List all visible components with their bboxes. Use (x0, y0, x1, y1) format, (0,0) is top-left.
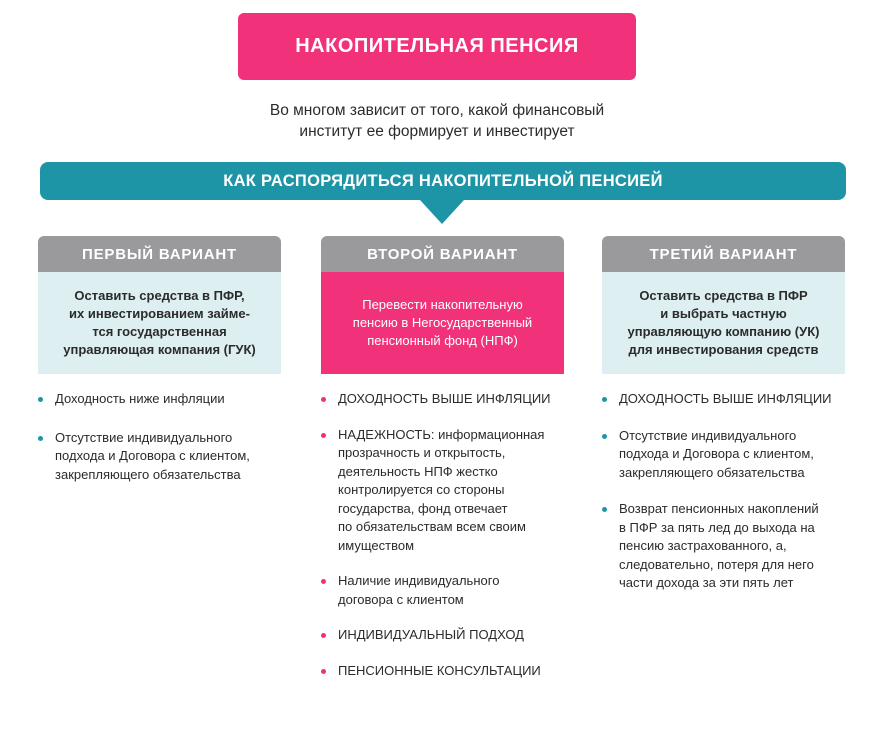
second-option-bullet-list (321, 390, 564, 680)
list-item (321, 572, 564, 609)
description-line: Оставить средства в ПФР (639, 288, 808, 303)
list-item-line: имуществом (338, 537, 415, 553)
list-item-line: Возврат пенсионных накоплений (619, 501, 819, 516)
list-item-line: Отсутствие индивидуального (619, 427, 797, 443)
subtitle (200, 100, 674, 142)
bullet-dot-icon (38, 397, 43, 402)
third-option-bullet-list (602, 390, 845, 593)
description-line: их инвестированием займе- (69, 306, 250, 321)
list-item-line: подхода и Договора с клиентом, (55, 448, 250, 463)
list-item-line: ДОХОДНОСТЬ ВЫШЕ ИНФЛЯЦИИ (619, 391, 832, 406)
down-arrow-icon (420, 200, 464, 224)
list-item-line: по обязательствам всем своим (338, 519, 526, 534)
list-item (321, 390, 564, 409)
description-line: управляющую компанию (УК) (627, 324, 820, 339)
list-item-line: подхода и Договора с клиентом, (619, 446, 814, 461)
description-line: Оставить средства в ПФР, (74, 288, 245, 303)
list-item-line: договора с клиентом (338, 591, 464, 607)
bullet-dot-icon (321, 669, 326, 674)
list-item (602, 500, 845, 593)
list-item-line: ПЕНСИОННЫЕ КОНСУЛЬТАЦИИ (338, 662, 541, 678)
list-item-line: закрепляющего обязательства (55, 466, 241, 482)
description-line: Перевести накопительную (362, 297, 523, 312)
list-item-line: в ПФР за пять лед до выхода на (619, 519, 815, 535)
list-item-line: следовательно, потеря для него (619, 556, 814, 572)
third-option-heading: ТРЕТИЙ ВАРИАНТ (602, 236, 845, 272)
list-item-line: контролируется со стороны (338, 482, 505, 497)
list-item-line: прозрачность и открытость, (338, 445, 506, 460)
second-option-column (321, 236, 564, 697)
bullet-dot-icon (38, 436, 43, 441)
list-item (321, 662, 564, 681)
list-item-line: деятельность НПФ жестко (338, 463, 498, 479)
first-option-bullet-list (38, 390, 281, 484)
list-item-line: государства, фонд отвечает (338, 500, 508, 516)
description-line: и выбрать частную (660, 306, 787, 321)
list-item-line: ИНДИВИДУАЛЬНЫЙ ПОДХОД (338, 627, 524, 642)
bullet-dot-icon (321, 397, 326, 402)
bullet-dot-icon (321, 433, 326, 438)
description-line: для инвестирования средств (628, 342, 819, 357)
bullet-dot-icon (602, 397, 607, 402)
list-item-line: пенсию застрахованного, а, (619, 538, 787, 553)
third-option-description (602, 272, 845, 374)
list-item-line: Отсутствие индивидуального (55, 429, 233, 445)
bullet-dot-icon (321, 579, 326, 584)
list-item (321, 626, 564, 645)
subtitle-line: институт ее формирует и инвестирует (299, 123, 575, 140)
list-item (321, 426, 564, 556)
second-option-description (321, 272, 564, 374)
list-item-line: ДОХОДНОСТЬ ВЫШЕ ИНФЛЯЦИИ (338, 391, 551, 406)
list-item-line: НАДЕЖНОСТЬ: информационная (338, 426, 545, 442)
list-item-line: части дохода за эти пять лет (619, 575, 794, 590)
bullet-dot-icon (602, 434, 607, 439)
first-option-description (38, 272, 281, 374)
list-item (602, 390, 845, 409)
second-option-heading: ВТОРОЙ ВАРИАНТ (321, 236, 564, 272)
list-item-line: Наличие индивидуального (338, 573, 500, 588)
question-banner: КАК РАСПОРЯДИТЬСЯ НАКОПИТЕЛЬНОЙ ПЕНСИЕЙ (40, 162, 846, 200)
page-title: НАКОПИТЕЛЬНАЯ ПЕНСИЯ (238, 13, 636, 80)
list-item (38, 429, 281, 485)
description-line: управляющая компания (ГУК) (63, 342, 256, 357)
list-item-line: закрепляющего обязательства (619, 464, 805, 480)
first-option-heading: ПЕРВЫЙ ВАРИАНТ (38, 236, 281, 272)
first-option-column (38, 236, 281, 504)
bullet-dot-icon (602, 507, 607, 512)
description-line: пенсию в Негосударственный (352, 315, 533, 330)
description-line: тся государственная (92, 324, 227, 339)
third-option-column (602, 236, 845, 611)
list-item-line: Доходность ниже инфляции (55, 391, 225, 406)
subtitle-line: Во многом зависит от того, какой финансовый (269, 102, 605, 119)
bullet-dot-icon (321, 633, 326, 638)
list-item (38, 390, 281, 409)
list-item (602, 427, 845, 483)
description-line: пенсионный фонд (НПФ) (367, 333, 518, 348)
